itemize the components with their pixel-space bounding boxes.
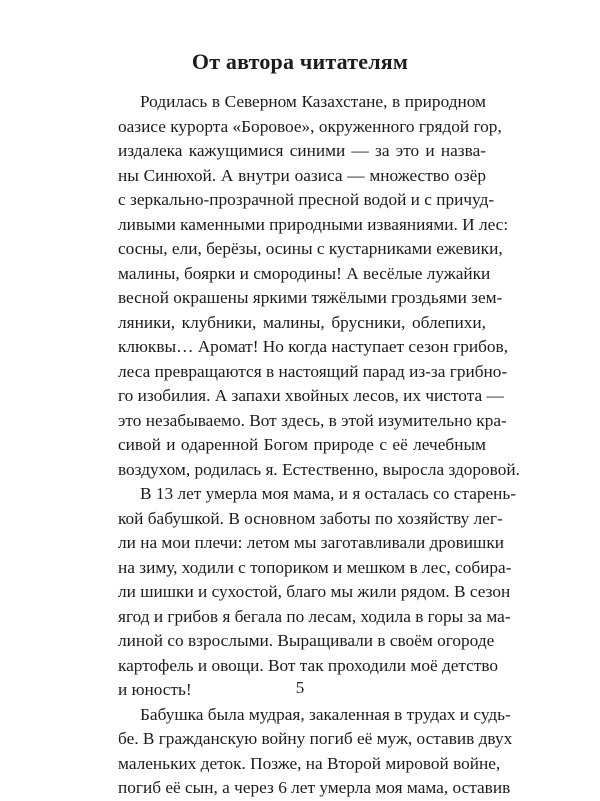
text-line: на зиму, ходили с топориком и мешком в лес, собира- xyxy=(118,557,512,577)
text-line: погиб её сын, а через 6 лет умерла моя мама, оставив xyxy=(118,778,511,797)
text-line: малины, боярки и смородины! А весёлые лужайки xyxy=(118,263,491,283)
paragraph xyxy=(118,90,520,482)
text-line: клюквы… Аромат! Но когда наступает сезон грибов, xyxy=(118,337,509,356)
text-line: сосны, ели, берёзы, осины с кустарниками ежевики, xyxy=(118,239,503,258)
text-line: ливыми каменными природными изваяниями. И лес: xyxy=(118,214,509,234)
text-line: и юность! xyxy=(118,680,192,699)
text-line: В 13 лет умерла моя мама, и я осталась со старень- xyxy=(140,484,517,503)
text-line: маленьких деток. Позже, на Второй мировой войне, xyxy=(118,753,501,773)
text-line: линой со взрослыми. Выращивали в своём огороде xyxy=(118,631,495,650)
text-line: оазисе курорта «Боровое», окруженного грядой гор, xyxy=(118,116,502,136)
paragraph xyxy=(118,482,517,703)
page-title: От автора читателям xyxy=(191,49,409,74)
text-line: ягод и грибов я бегала по лесам, ходила в горы за ма- xyxy=(118,606,511,626)
text-line: Родилась в Северном Казахстане, в природном xyxy=(140,92,486,111)
text-line: издалека кажущимися синими — за это и назва- xyxy=(118,141,486,160)
text-line: го изобилия. А запахи хвойных лесов, их чистота — xyxy=(118,386,504,405)
text-line: кой бабушкой. В основном заботы по хозяйству лег- xyxy=(118,508,503,528)
text-line: весной окрашены яркими тяжёлыми гроздьями зем- xyxy=(118,288,503,307)
text-line: ляники, клубники, малины, брусники, облепихи, xyxy=(118,312,486,332)
text-line: ны Синюхой. А внутри оазиса — множество озёр xyxy=(118,165,486,185)
text-line: Бабушка была мудрая, закаленная в трудах и судь- xyxy=(140,704,511,724)
text-line: это незабываемо. Вот здесь, в этой изумительно кра- xyxy=(118,410,507,430)
text-line: леса превращаются в настоящий парад из-за грибно- xyxy=(118,361,508,381)
text-line: с зеркально-прозрачной пресной водой и с причуд- xyxy=(118,190,495,209)
text-line: сивой и одаренной Богом природе с её лечебным xyxy=(118,435,486,454)
text-line: ли на мои плечи: летом мы заготавливали дровишки xyxy=(118,533,504,552)
text-line: картофель и овощи. Вот так проходили моё детство xyxy=(118,655,499,675)
page-number: 5 xyxy=(295,678,305,697)
text-line: ли шишки и сухостой, благо мы жили рядом. В сезон xyxy=(118,582,511,601)
text-line: воздухом, родилась я. Естественно, выросла здоровой. xyxy=(118,459,520,479)
text-line: бе. В гражданскую войну погиб её муж, оставив двух xyxy=(118,729,513,748)
paragraph xyxy=(118,703,513,801)
